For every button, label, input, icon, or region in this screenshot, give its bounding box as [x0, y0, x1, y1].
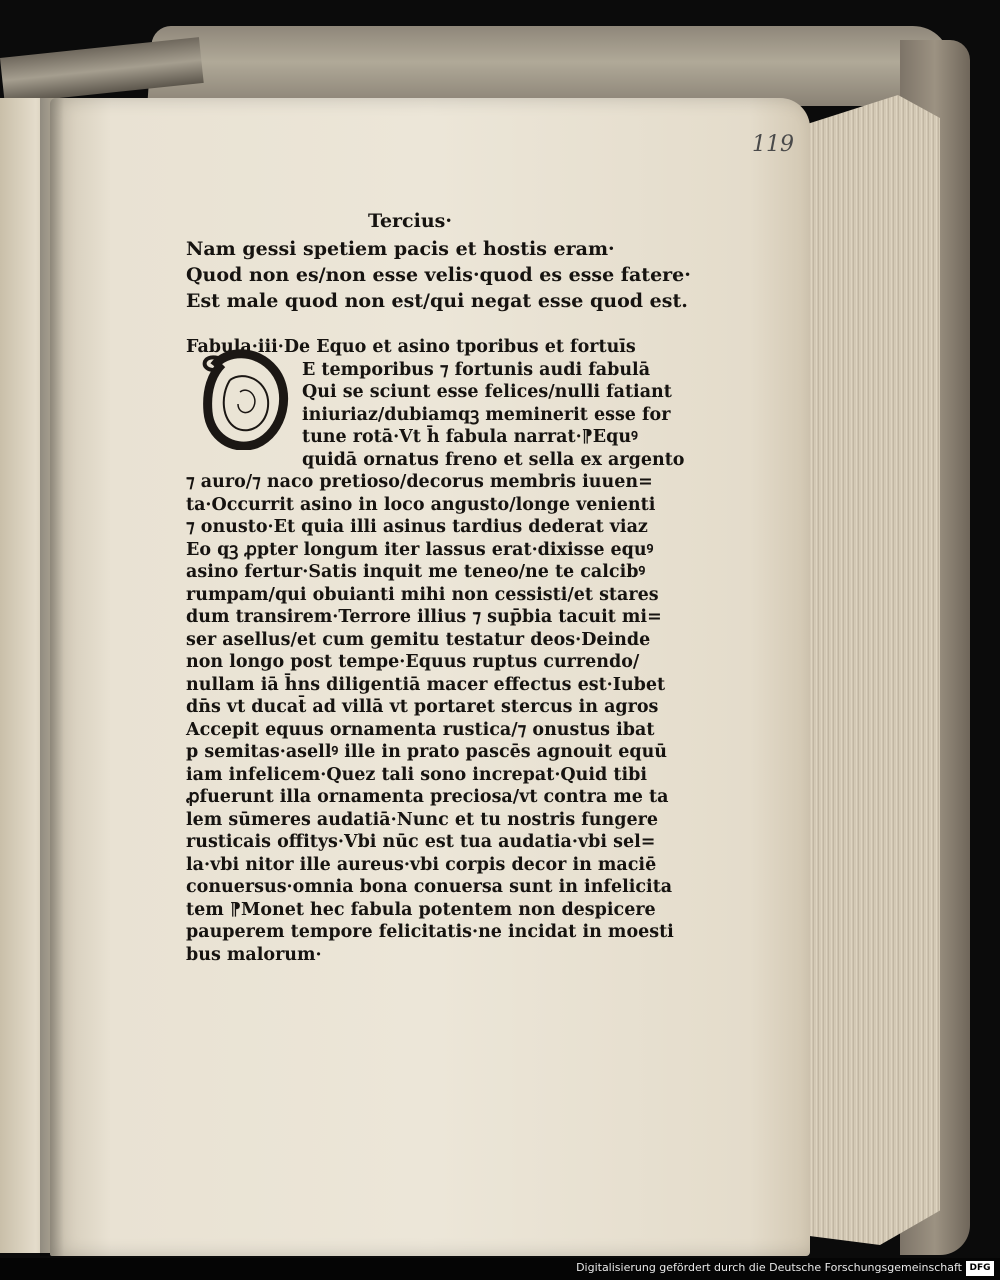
fable-line: Qui se sciunt esse felices/nulli fatiant — [302, 382, 672, 402]
dfg-logo: DFG — [966, 1261, 994, 1276]
fable-line: ꝓfuerunt illa ornamenta preciosa/vt contra me ta — [186, 787, 669, 807]
decorated-initial-icon — [196, 340, 296, 450]
fable-line: p semitas·asellꝰ ille in prato pascēs agnouit equū — [186, 742, 668, 762]
fable-line: tune rotā·Vt h̄ fabula narrat·⁋Equꝰ — [302, 427, 638, 447]
fable-line: iam infelicem·Quez tali sono increpat·Quid tibi — [186, 764, 647, 785]
verse-line: Est male quod non est/qui negat esse quod est. — [186, 290, 688, 312]
fable-line: ⁊ auro/⁊ naco pretioso/decorus membris iuuen= — [186, 472, 653, 492]
fable-heading: Fabula·iii·De Equo et asino tporibus et fortuīs — [186, 337, 636, 357]
fable-line: nullam iā h̄ns diligentiā macer effectus est·Iubet — [186, 674, 666, 695]
footer-credit: Digitalisierung gefördert durch die Deutsche Forschungsgemeinschaft — [576, 1261, 962, 1274]
running-head: Tercius· — [368, 210, 452, 232]
fable-line: dn̄s vt ducat̄ ad villā vt portaret stercus in agros — [186, 697, 659, 717]
fable-line: E temporibus ⁊ fortunis audi fabulā — [302, 359, 651, 380]
text-block — [186, 208, 691, 966]
fable-line: rusticais offitys·Vbi nūc est tua audatia·vbi sel= — [186, 832, 656, 852]
fable-line: la·vbi nitor ille aureus·vbi corpis decor in maciē — [186, 854, 657, 875]
folio-number: 119 — [752, 132, 794, 157]
fable-line: Eo qꝫ ꝓpter longum iter lassus erat·dixisse equꝰ — [186, 539, 654, 560]
fable-line: quidā ornatus freno et sella ex argento — [302, 449, 685, 470]
verse-line: Nam gessi spetiem pacis et hostis eram· — [186, 238, 615, 260]
fable-line: non longo post tempe·Equus ruptus currendo/ — [186, 652, 640, 672]
fable-line: bus malorum· — [186, 944, 322, 965]
fable-line: ⁊ onusto·Et quia illi asinus tardius dederat viaz — [186, 517, 648, 537]
fable-line: pauperem tempore felicitatis·ne incidat in moesti — [186, 922, 674, 942]
fable-line: dum transirem·Terrore illius ⁊ sup̄bia tacuit mi= — [186, 607, 662, 627]
fable-line: ta·Occurrit asino in loco angusto/longe venienti — [186, 494, 656, 515]
verse-line: Quod non es/non esse velis·quod es esse fatere· — [186, 264, 691, 286]
gutter-shadow — [40, 98, 64, 1256]
book-cover-top — [147, 26, 953, 106]
fable-line: rumpam/qui obuianti mihi non cessisti/et stares — [186, 584, 659, 605]
fable-line: conuersus·omnia bona conuersa sunt in infelicita — [186, 877, 673, 897]
fable-line: asino fertur·Satis inquit me teneo/ne te calcibꝰ — [186, 562, 646, 582]
fable-line: tem ⁋Monet hec fabula potentem non despicere — [186, 899, 656, 920]
footer-bar — [0, 1258, 1000, 1280]
fable-line: lem sūmeres audatiā·Nunc et tu nostris fungere — [186, 809, 658, 830]
fable-line: iniuriaz/dubiamqꝫ meminerit esse for — [302, 404, 671, 425]
fable-line: ser asellus/et cum gemitu testatur deos·Deinde — [186, 629, 651, 650]
fable-line: Accepit equus ornamenta rustica/⁊ onustus ibat — [186, 719, 655, 740]
page-edges — [790, 95, 940, 1245]
verse-block — [186, 236, 691, 314]
